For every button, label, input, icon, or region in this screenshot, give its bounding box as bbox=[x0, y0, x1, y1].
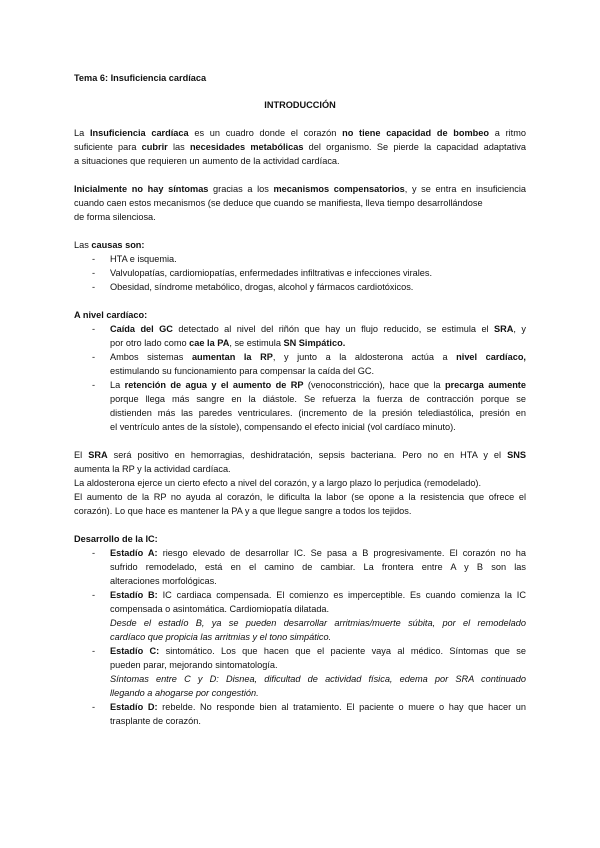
stage-b-line-4: cardíaco que propicia las arritmias y el tono simpático. bbox=[110, 632, 332, 642]
cause-item-1: HTA e isquemia. bbox=[110, 254, 177, 264]
bullet: - bbox=[92, 590, 96, 600]
initial-line-2: cuando caen estos mecanismos (se deduce que cuando se manifiesta, lleva tiempo desarrollándose bbox=[74, 198, 483, 208]
cardiac-item-3-line-4: el ventrículo antes de la sístole), compensando el efecto inicial (vol cardíaco minuto). bbox=[110, 422, 456, 432]
stage-a-line-3: alteraciones morfológicas. bbox=[110, 576, 217, 586]
bullet: - bbox=[92, 548, 96, 558]
sra-line-2: aumenta la RP y la actividad cardíaca. bbox=[74, 464, 231, 474]
sra-line-5: corazón). Lo que hace es mantener la PA y a que llegue sangre a todos los tejidos. bbox=[74, 506, 412, 516]
cardiac-item-1-line-1: Caída del GC detectado al nivel del riñón que hay un flujo reducido, se estimula el SRA, y bbox=[110, 324, 526, 334]
stage-c-line-1: Estadío C: sintomático. Los que hacen que el paciente vaya al médico. Síntomas que se bbox=[110, 646, 526, 656]
stage-a-line-1: Estadío A: riesgo elevado de desarrollar IC. Se pasa a B progresivamente. El corazón no ha bbox=[110, 548, 526, 558]
bullet: - bbox=[92, 254, 96, 264]
cardiac-item-3-line-3: distienden más las paredes ventriculares. (incremento de la presión telediastólica, presión en bbox=[110, 408, 526, 418]
stage-b-line-1: Estadío B: IC cardiaca compensada. El comienzo es imperceptible. Es cuando comienza la IC bbox=[110, 590, 526, 600]
stage-c-line-4: llegando a ahogarse por congestión. bbox=[110, 688, 259, 698]
stages-heading: Desarrollo de la IC: bbox=[74, 534, 158, 544]
intro-line-3: a situaciones que requieren un aumento de la actividad cardíaca. bbox=[74, 156, 340, 166]
causes-heading: Las causas son: bbox=[74, 240, 145, 250]
cardiac-item-3-line-1: La retención de agua y el aumento de RP (venoconstricción), hace que la precarga aumente bbox=[110, 380, 526, 390]
stage-b-line-3: Desde el estadío B, ya se pueden desarrollar arritmias/muerte súbita, por el remodelado bbox=[110, 618, 526, 628]
stage-d-line-1: Estadío D: rebelde. No responde bien al tratamiento. El paciente o muere o hay que hacer un bbox=[110, 702, 526, 712]
bullet: - bbox=[92, 268, 96, 278]
cause-item-3: Obesidad, síndrome metabólico, drogas, alcohol y fármacos cardiotóxicos. bbox=[110, 282, 414, 292]
intro-line-1: La Insuficiencia cardíaca es un cuadro donde el corazón no tiene capacidad de bombeo a ritmo bbox=[74, 128, 526, 138]
cardiac-item-2-line-1: Ambos sistemas aumentan la RP, y junto a la aldosterona actúa a nivel cardíaco, bbox=[110, 352, 526, 362]
cardiac-item-2-line-2: estimulando su funcionamiento para compensar la caída del GC. bbox=[110, 366, 375, 376]
sra-line-1: El SRA será positivo en hemorragias, deshidratación, sepsis bacteriana. Pero no en HTA y el SNS bbox=[74, 450, 526, 460]
bullet: - bbox=[92, 324, 96, 334]
initial-line-3: de forma silenciosa. bbox=[74, 212, 156, 222]
bullet: - bbox=[92, 646, 96, 656]
initial-line-1: Inicialmente no hay síntomas gracias a los mecanismos compensatorios, y se entra en insuficiencia bbox=[74, 184, 527, 194]
bullet: - bbox=[92, 282, 96, 292]
bullet: - bbox=[92, 352, 96, 362]
intro-line-2: suficiente para cubrir las necesidades metabólicas del organismo. Se pierde la capacidad adaptativa bbox=[74, 142, 526, 152]
cause-item-2: Valvulopatías, cardiomiopatías, enfermedades infiltrativas e infecciones virales. bbox=[110, 268, 433, 278]
bullet: - bbox=[92, 380, 96, 390]
stage-d-line-2: trasplante de corazón. bbox=[110, 716, 201, 726]
cardiac-heading: A nivel cardíaco: bbox=[74, 310, 148, 320]
cardiac-item-1-line-2: por otro lado como cae la PA, se estimula SN Simpático. bbox=[110, 338, 346, 348]
stage-c-line-3: Síntomas entre C y D: Disnea, dificultad de actividad física, edema por SRA continuado bbox=[110, 674, 526, 684]
stage-a-line-2: sufrido remodelado, está en el camino de cambiar. La frontera entre A y B son las bbox=[110, 562, 526, 572]
sra-line-4: El aumento de la RP no ayuda al corazón, le dificulta la labor (se opone a la resistencia que ofrece el bbox=[74, 492, 526, 502]
bullet: - bbox=[92, 702, 96, 712]
stage-b-line-2: compensada o asintomática. Cardiomiopatía dilatada. bbox=[110, 604, 330, 614]
topic-title: Tema 6: Insuficiencia cardíaca bbox=[74, 73, 207, 83]
stage-c-line-2: pueden parar, mejorando sintomatología. bbox=[110, 660, 278, 670]
sra-line-3: La aldosterona ejerce un cierto efecto a nivel del corazón, y a largo plazo lo perjudica (remodelado). bbox=[74, 478, 482, 488]
section-title: INTRODUCCIÓN bbox=[264, 100, 336, 110]
cardiac-item-3-line-2: porque llega más sangre en la diástole. Se refuerza la fuerza de contracción porque se bbox=[110, 394, 526, 404]
